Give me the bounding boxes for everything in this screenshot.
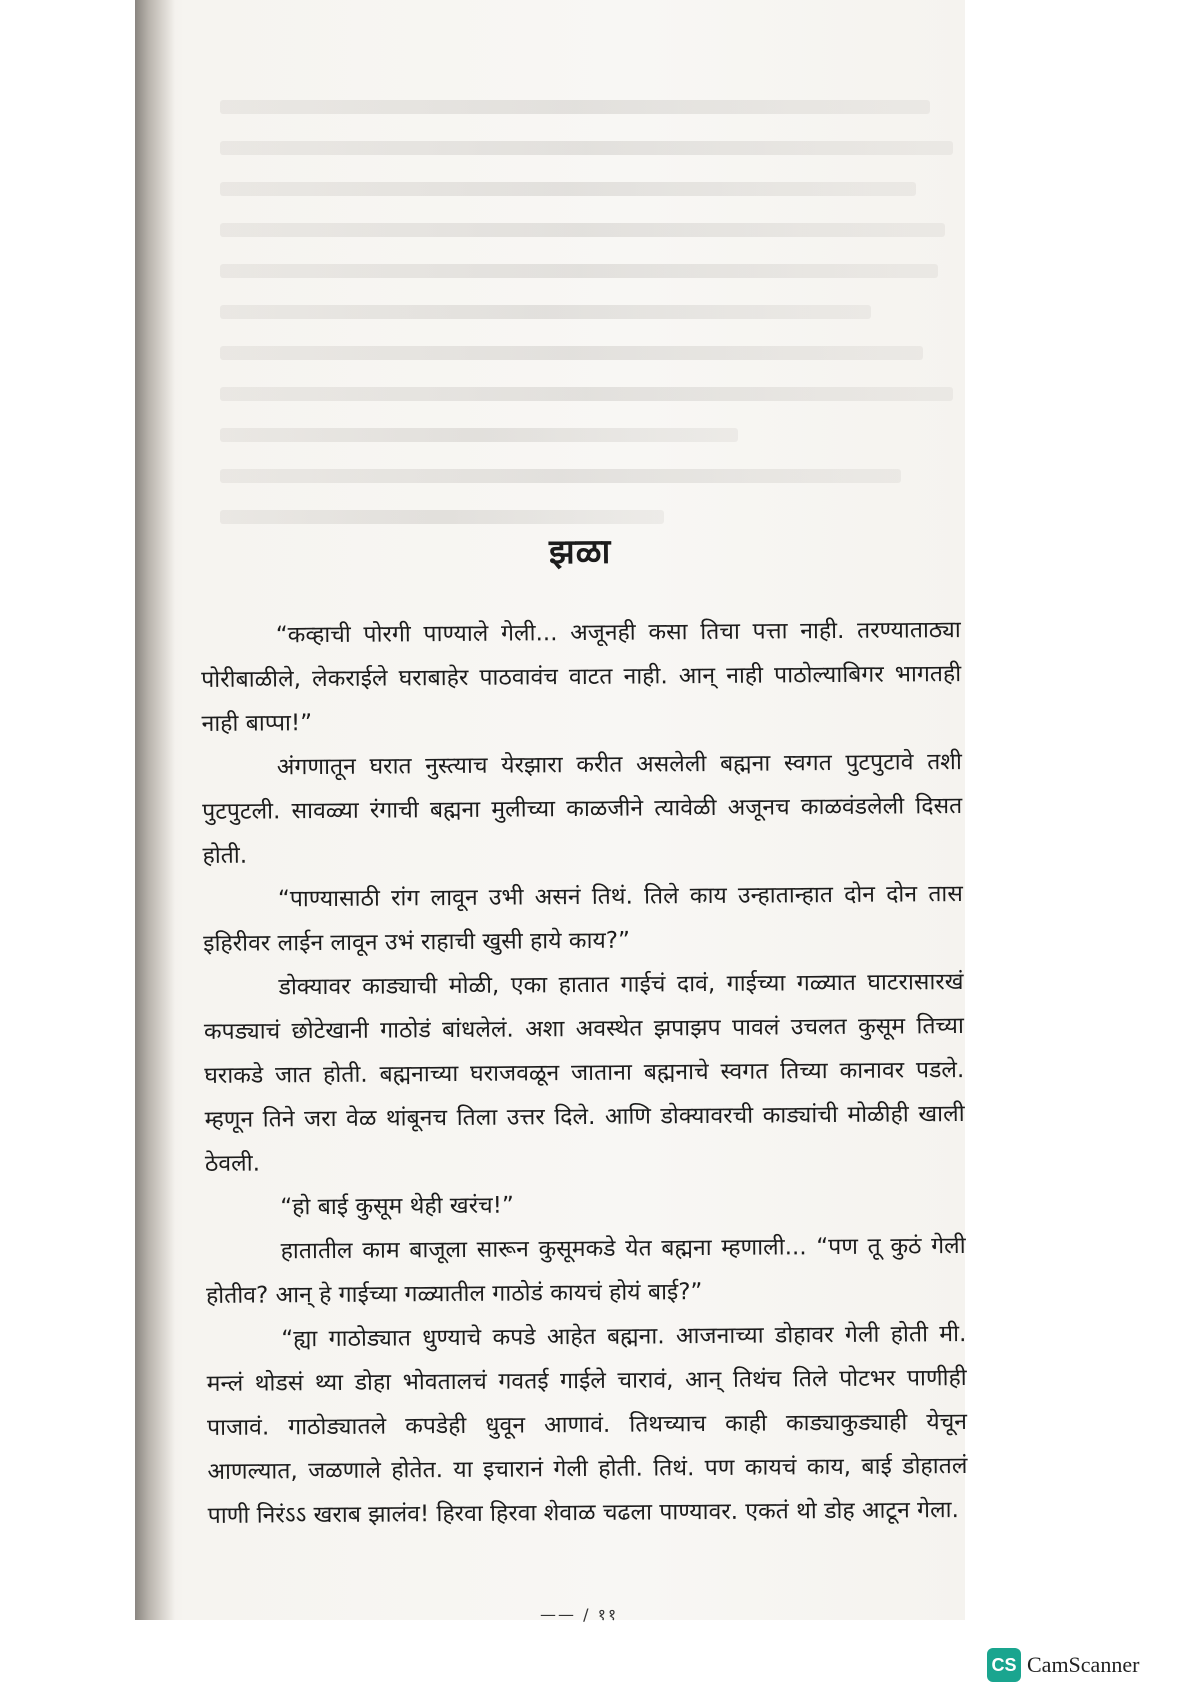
paragraph: “ह्या गाठोड्यात धुण्याचे कपडे आहेत बह्मना. आजनाच्या डोहावर गेली होती मी. मन्लं थोडसं थ्या डोहा भोवतालचं गवतई गाईले चारावं, आन् तिथंच तिले पोटभर पाणीही पाजावं. गाठोड्यातले कपडेही धुवून आणावं. तिथच्याच काही काड्याकुड्याही येचून आणल्यात, जळणाले होतेत. या इचारानं गेली होती. तिथं. पण कायचं काय, बाई डोहातलं पाणी निरंऽऽ खराब झालंव! हिरवा हिरवा शेवाळ चढला पाण्यावर. एकतं थो डोह आटून गेला. [206, 1321, 968, 1529]
paragraph: डोक्यावर काड्याची मोळी, एका हातात गाईचं दावं, गाईच्या गळ्यात घाटरासारखं कपड्याचं छोटेखानी गाठोडं बांधलेलं. अशा अवस्थेत झपाझप पावलं उचलत कुसूम तिच्या घराकडे जात होती. बह्मनाच्या घराजवळून जाताना बह्मनाचे स्वगत तिच्या कानावर पडले. म्हणून तिने जरा वेळ थांबूनच तिला उत्तर दिले. आणि डोक्यावरची काड्यांची मोळीही खाली ठेवली. [203, 969, 965, 1177]
paragraph: “कव्हाची पोरगी पाण्याले गेली... अजूनही कसा तिचा पत्ता नाही. तरण्याताठ्या पोरीबाळीले, लेकराईले घराबाहेर पाठवावंच वाटत नाही. आन् नाही पाठोल्याबिगर भागतही नाही बाप्पा!” [201, 617, 962, 737]
paragraph: “पाण्यासाठी रांग लावून उभी असनं तिथं. तिले काय उन्हातान्हात दोन दोन तास इहिरीवर लाईन लावून उभं राहाची खुसी हाये काय?” [203, 881, 963, 957]
paragraph: अंगणातून घरात नुस्त्याच येरझारा करीत असलेली बह्मना स्वगत पुटपुटावे तशी पुटपुटली. सावळ्या रंगाची बह्मना मुलीच्या काळजीने त्यावेळी अजूनच काळवंडलेली दिसत होती. [202, 749, 963, 869]
chapter-title: झळा [548, 531, 612, 573]
camscanner-watermark [987, 1648, 1139, 1682]
page-number: —— / ११ [540, 1605, 619, 1624]
show-through-text [220, 100, 960, 560]
paragraph: हातातील काम बाजूला सारून कुसूमकडे येत बह्मना म्हणाली... “पण तू कुठं गेली होतीव? आन् हे गाईच्या गळ्यातील गाठोडं कायचं होयं बाई?” [205, 1233, 966, 1309]
document-body [200, 524, 968, 1538]
book-spine-shadow [135, 0, 175, 1620]
camscanner-logo-icon: CS [987, 1648, 1021, 1682]
paragraph: “हो बाई कुसूम थेही खरंच!” [280, 1192, 514, 1221]
camscanner-app-name: CamScanner [1027, 1652, 1140, 1677]
